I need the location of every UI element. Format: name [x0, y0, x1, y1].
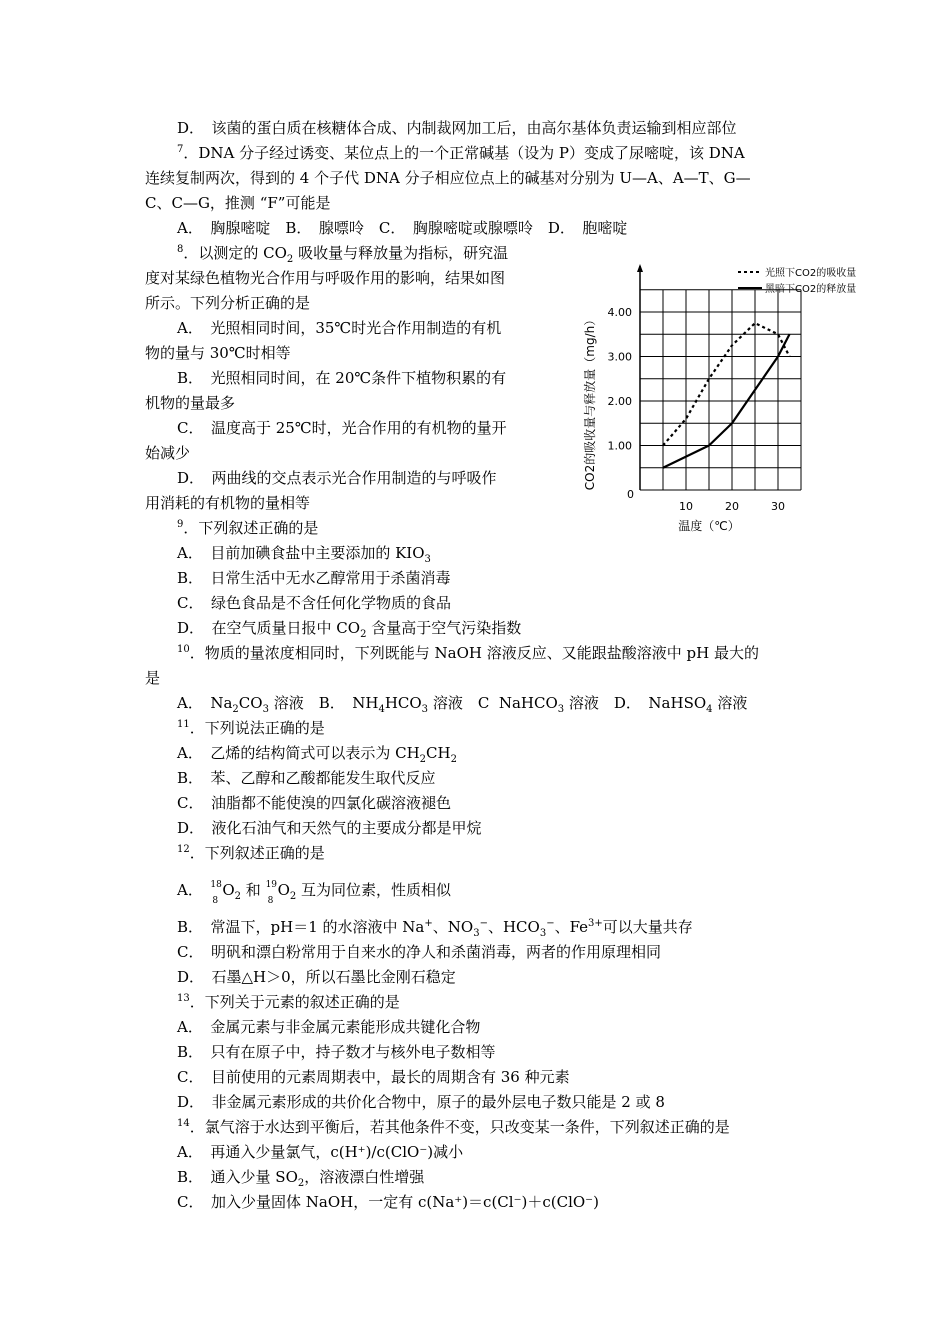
q7-options: A． 胸腺嘧啶 B． 腺嘌呤 C． 胸腺嘧啶或腺嘌呤 D． 胞嘧啶 [177, 219, 628, 237]
q8-stem-line2: 度对某绿色植物光合作用与呼吸作用的影响，结果如图 [145, 269, 506, 287]
q8-option-a-line2: 物的量与 30℃时相等 [145, 344, 291, 362]
q9-stem: $^9$．下列叙述正确的是 [177, 519, 319, 537]
q11-option-c: C． 油脂都不能使溴的四氯化碳溶液褪色 [177, 794, 451, 812]
y-tick-label: 1.00 [607, 439, 632, 453]
co2-temperature-chart [580, 262, 857, 537]
q11-option-a: A． 乙烯的结构简式可以表示为 $CH_2CH_2$ [177, 744, 457, 765]
q6-option-d: D． 该菌的蛋白质在核糖体合成、内制裁网加工后，由高尔基体负责运输到相应部位 [177, 119, 737, 137]
q13-number: 13 [177, 993, 190, 1004]
q11-stem: $^{11}$．下列说法正确的是 [177, 719, 325, 737]
origin-label: 0 [627, 488, 634, 501]
x-tick-label: 30 [771, 500, 785, 513]
q9-option-a: A． 目前加碘食盐中主要添加的 $KIO_3$ [177, 544, 431, 565]
q10-stem-line1: $^{10}$．物质的量浓度相同时，下列既能与 NaOH 溶液反应、又能跟盐酸溶液中 pH 最大的 [177, 644, 759, 662]
q7-stem-line2: 连续复制两次，得到的 4 个子代 DNA 分子相应位点上的碱基对分别为 U—A、A—T、G— [145, 169, 751, 187]
q10-stem-line2: 是 [145, 669, 161, 687]
y-tick-label: 4.00 [607, 306, 632, 319]
legend-label: 光照下CO2的吸收量 [765, 268, 857, 279]
q8-option-c-line1: C． 温度高于 25℃时，光合作用的有机物的量开 [177, 419, 507, 437]
q12-option-a: A． 18 8 $O_2$ 和 19 8 $O_2$ 互为同位素，性质相似 [177, 880, 452, 906]
q12-number: 12 [177, 844, 190, 855]
q12-stem: $^{12}$．下列叙述正确的是 [177, 844, 325, 862]
q12-option-d: D． 石墨△H＞0，所以石墨比金刚石稳定 [177, 968, 456, 986]
q8-option-c-line2: 始减少 [145, 444, 191, 462]
q11-option-d: D． 液化石油气和天然气的主要成分都是甲烷 [177, 819, 482, 837]
q8-option-b-line1: B． 光照相同时间，在 20℃条件下植物积累的有 [177, 369, 507, 387]
q9-number: 9 [177, 519, 184, 530]
q11-number: 11 [177, 719, 190, 730]
q13-option-d: D． 非金属元素形成的共价化合物中，原子的最外层电子数只能是 2 或 8 [177, 1093, 665, 1111]
q8-number: 8 [177, 244, 184, 255]
q11-option-b: B． 苯、乙醇和乙酸都能发生取代反应 [177, 769, 436, 787]
q13-option-b: B． 只有在原子中，持子数才与核外电子数相等 [177, 1043, 496, 1061]
q7-stem-line3: C、C—G，推测 “F”可能是 [145, 194, 331, 212]
q14-option-c: C． 加入少量固体 NaOH，一定有 c(Na⁺)＝c(Cl⁻)＋c(ClO⁻) [177, 1193, 599, 1211]
x-axis-label: 温度（℃） [678, 519, 740, 533]
x-tick-label: 10 [679, 500, 693, 513]
y-axis-label: CO2的吸收量与释放量（mg/h） [583, 313, 597, 491]
q13-option-c: C． 目前使用的元素周期表中，最长的周期含有 36 种元素 [177, 1068, 570, 1086]
q14-option-a: A． 再通入少量氯气，c(H⁺)/c(ClO⁻)减小 [177, 1143, 464, 1161]
q12-option-c: C． 明矾和漂白粉常用于自来水的净人和杀菌消毒，两者的作用原理相同 [177, 943, 661, 961]
q14-number: 14 [177, 1118, 190, 1129]
q7-number: 7 [177, 144, 184, 155]
q13-stem: $^{13}$．下列关于元素的叙述正确的是 [177, 993, 400, 1011]
q8-option-d-line2: 用消耗的有机物的量相等 [145, 494, 311, 512]
q7-stem-line1: $^7$．DNA 分子经过诱变、某位点上的一个正常碱基（设为 P）变成了尿嘧啶，该 DNA [177, 144, 745, 162]
y-tick-label: 2.00 [607, 395, 632, 408]
q9-option-c: C． 绿色食品是不含任何化学物质的食品 [177, 594, 451, 612]
q10-number: 10 [177, 644, 190, 655]
series-light-absorption-line [663, 323, 790, 445]
q8-option-a-line1: A． 光照相同时间，35℃时光合作用制造的有机 [177, 319, 502, 337]
q8-stem-line1: $^8$．以测定的 $CO_2$ 吸收量与释放量为指标，研究温 [177, 244, 509, 265]
y-tick-label: 3.00 [607, 350, 632, 364]
q14-option-b: B． 通入少量 $SO_2$，溶液漂白性增强 [177, 1168, 425, 1189]
q12-option-b: B． 常温下，pH＝1 的水溶液中 Na+、$NO_3^-$、$HCO_3^-$、$Fe^{3+}$可以大量共存 [177, 918, 693, 939]
q10-options: A． $Na_2CO_3$ 溶液 B． $NH_4HCO_3$ 溶液 C NaHCO$_3$ 溶液 D． NaHSO$_4$ 溶液 [177, 694, 748, 715]
q8-stem-line3: 所示。下列分析正确的是 [145, 294, 311, 312]
q9-option-d: D． 在空气质量日报中 $CO_2$ 含量高于空气污染指数 [177, 619, 522, 640]
x-tick-label: 20 [725, 500, 739, 513]
y-axis-arrow [637, 264, 643, 272]
q8-option-d-line1: D． 两曲线的交点表示光合作用制造的与呼吸作 [177, 469, 497, 487]
q8-option-b-line2: 机物的量最多 [145, 394, 236, 412]
q9-option-b: B． 日常生活中无水乙醇常用于杀菌消毒 [177, 569, 451, 587]
q13-option-a: A． 金属元素与非金属元素能形成共键化合物 [177, 1018, 481, 1036]
legend-label: 黑暗下CO2的释放量 [765, 284, 857, 295]
q14-stem: $^{14}$．氯气溶于水达到平衡后，若其他条件不变，只改变某一条件，下列叙述正确的是 [177, 1118, 730, 1136]
